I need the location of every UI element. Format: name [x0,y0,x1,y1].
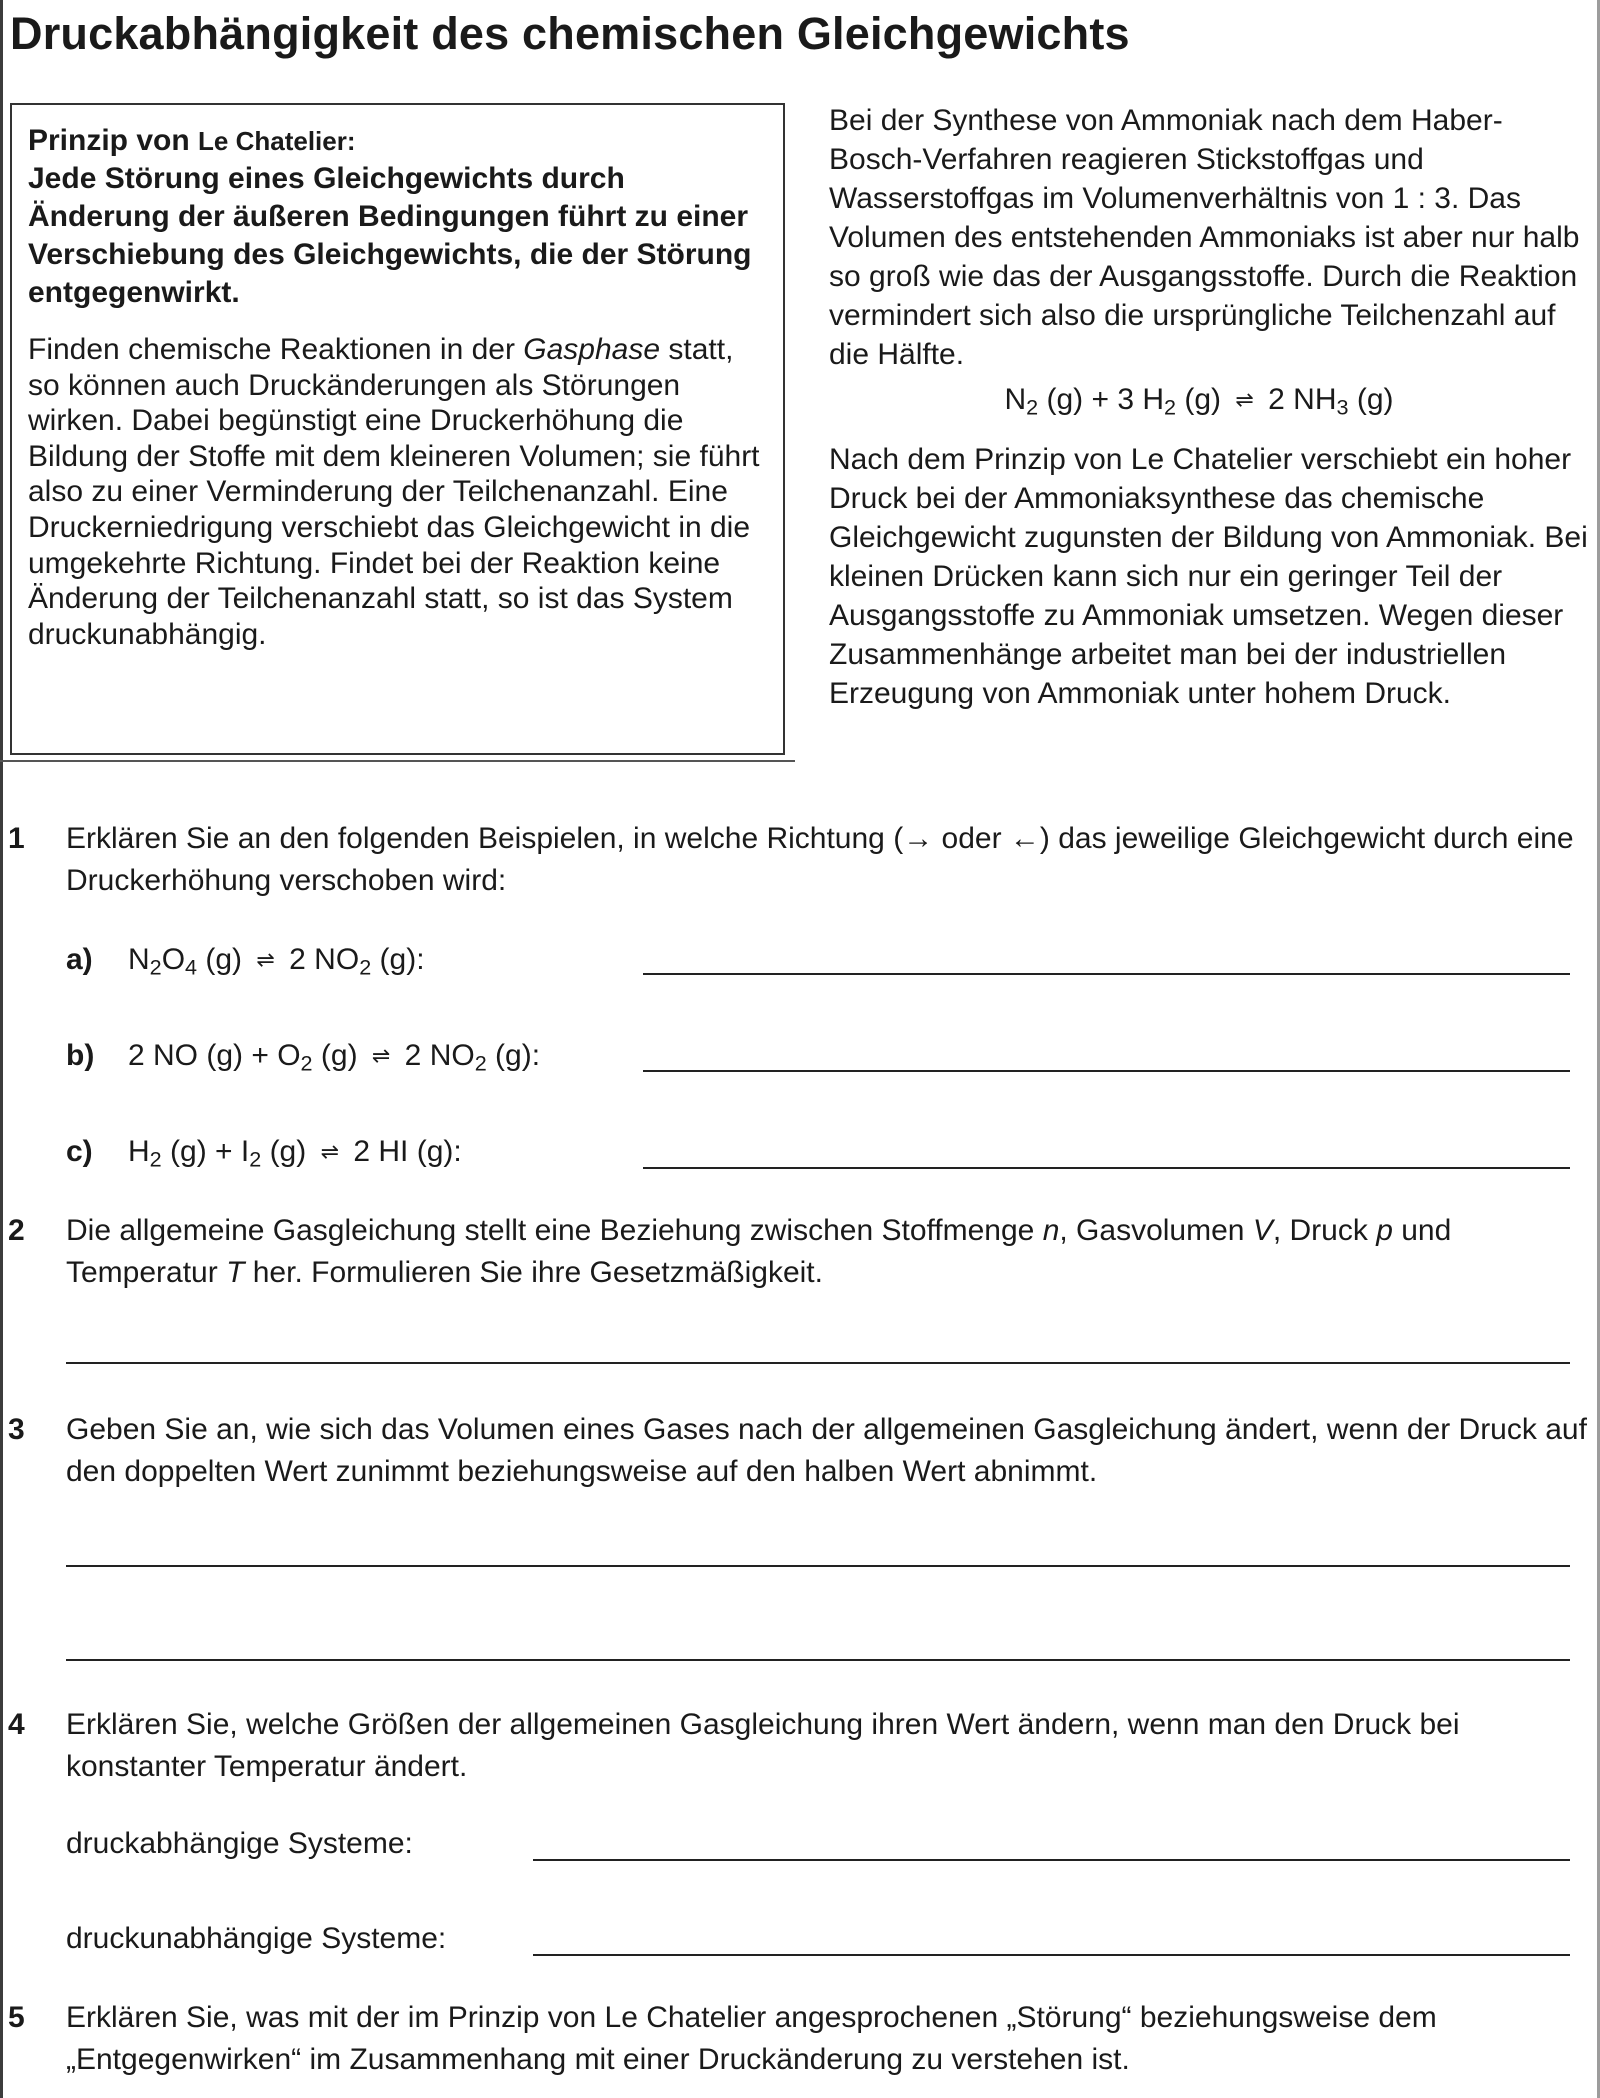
task-3 [8,1409,1588,1493]
task-number: 4 [8,1708,25,1741]
label-pressure-dependent: druckabhängige Systeme: [66,1827,413,1860]
task-text: Die allgemeine Gasgleichung stellt eine Beziehung zwischen Stoffmenge n, Gasvolumen V, Druck p und Temperatur T her. Formulieren Sie ihre Gesetzmäßigkeit. [66,1214,1452,1289]
answer-line-4-independent[interactable] [533,1954,1570,1956]
gasphase-term: Gasphase [523,333,661,366]
answer-line-1c[interactable] [643,1167,1570,1169]
synthesis-paragraph-1: Bei der Synthese von Ammoniak nach dem Haber-Bosch-Verfahren reagieren Stickstoffgas und Wasserstoffgas im Volumenverhältnis von 1 : 3. Das Volumen des entstehenden Ammoniaks ist aber nur halb so groß wie das der Ausgangsstoffe. Durch die Reaktion vermindert sich also die ursprüngliche Teilchenzahl auf die Hälfte. [829,104,1580,371]
principle-explanation-part: statt, so können auch Druckänderungen als Störungen wirken. Dabei begünstigt eine Druckerhöhung die Bildung der Stoffe mit dem kleineren Volumen; sie führt also zu einer Verminderung der Teilchenanzahl. Eine Druckerniedrigung verschiebt das Gleichgewicht in die umgekehrte Richtung. Findet bei der Reaktion keine Änderung der Teilchenanzahl statt, so ist das System druckunabhängig. [28,333,760,651]
ammonia-equation: $N_2$ (g) + 3 $H_2$ (g) ⇌ 2 $NH_3$ (g) [829,380,1589,422]
subtask-label: b) [66,1039,95,1072]
page-frame-left [0,0,3,2098]
equilibrium-arrow-icon: ⇌ [256,947,275,972]
principle-box [10,103,785,755]
task-number: 5 [8,2001,25,2034]
equilibrium-arrow-icon: ⇌ [371,1043,391,1068]
task-number: 1 [8,822,25,855]
task-1b: b) 2 NO $(g) + O_2$ (g) ⇌ 2 $NO_2$ (g): [66,1036,540,1078]
answer-line-2[interactable] [66,1362,1570,1364]
principle-heading [28,122,769,160]
equilibrium-arrow-icon: ⇌ [1235,387,1254,412]
subtask-label: c) [66,1135,93,1168]
principle-statement: Jede Störung eines Gleichgewichts durch Änderung der äußeren Bedingungen führt zu einer Verschiebung des Gleichgewichts, die der Störung entgegenwirkt. [28,162,752,309]
subtask-label: a) [66,943,93,976]
answer-line-3a[interactable] [66,1565,1570,1567]
task-text: Erklären Sie, was mit der im Prinzip von Le Chatelier angesprochenen „Störung“ beziehungsweise dem „Entgegenwirken“ im Zusammenhang mit einer Druckänderung zu verstehen ist. [66,2001,1437,2076]
task-text: Erklären Sie, welche Größen der allgemeinen Gasgleichung ihren Wert ändern, wenn man den Druck bei konstanter Temperatur ändert. [66,1708,1460,1783]
answer-line-3b[interactable] [66,1659,1570,1661]
answer-line-1b[interactable] [643,1070,1570,1072]
task-1 [8,818,1588,902]
answer-line-1a[interactable] [643,973,1570,975]
task-1a: a) $N_2O_4$ (g) ⇌ 2 $NO_2$ (g): [66,940,425,982]
equilibrium-arrow-icon: ⇌ [320,1139,340,1164]
principle-heading-prefix: Prinzip von [28,124,199,157]
task-text: Erklären Sie an den folgenden Beispielen, in welche Richtung (→ oder ←) das jeweilige Gleichgewicht durch eine Druckerhöhung verschoben wird: [66,822,1574,897]
task-2 [8,1210,1588,1294]
task-5 [8,1997,1588,2081]
task-text: Geben Sie an, wie sich das Volumen eines Gases nach der allgemeinen Gasgleichung ändert, wenn der Druck auf den doppelten Wert zunimmt beziehungsweise auf den halben Wert abnimmt. [66,1413,1587,1488]
section-divider [0,760,795,762]
label-pressure-independent: druckunabhängige Systeme: [66,1922,447,1955]
synthesis-paragraph-2: Nach dem Prinzip von Le Chatelier verschiebt ein hoher Druck bei der Ammoniaksynthese das chemische Gleichgewicht zugunsten der Bildung von Ammoniak. Bei kleinen Drücken kann sich nur ein geringer Teil der Ausgangsstoffe zu Ammoniak umsetzen. Wegen dieser Zusammenhänge arbeitet man bei der industriellen Erzeugung von Ammoniak unter hohem Druck. [829,443,1588,710]
task-number: 3 [8,1413,25,1446]
ammonia-synthesis-text [829,101,1589,713]
task-number: 2 [8,1214,25,1247]
task-1c: c) $H_2$ $(g) + I_2$ (g) ⇌ 2 HI (g): [66,1132,462,1174]
principle-heading-name: Le Chatelier: [198,126,356,156]
answer-line-4-dependent[interactable] [533,1859,1570,1861]
principle-explanation-part: Finden chemische Reaktionen in der [28,333,524,366]
page-title: Druckabhängigkeit des chemischen Gleichgewichts [10,8,1130,59]
task-4 [8,1704,1588,1788]
principle-explanation [28,332,769,652]
